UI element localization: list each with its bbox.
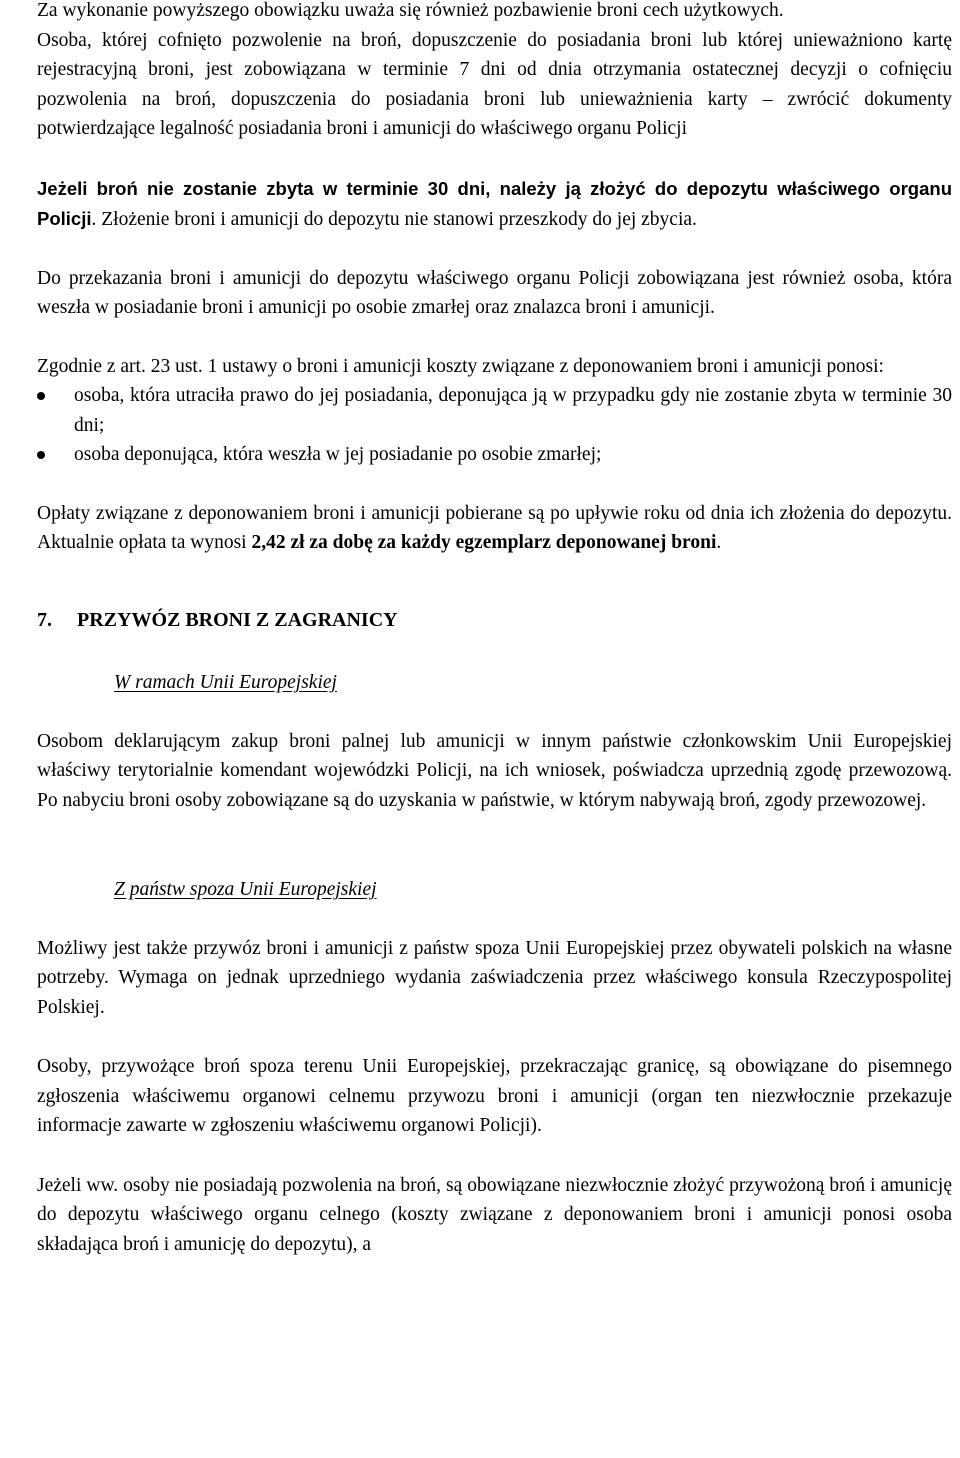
paragraph-non-eu-import: Możliwy jest także przywóz broni i amunicji z państw spoza Unii Europejskiej przez obywateli polskich na własne potrzeby. Wymaga on jednak uprzedniego wydania zaświadczenia przez właściwego konsula Rzeczypospolitej Polskiej. (37, 937, 952, 1018)
paragraph-disabling-weapons: Za wykonanie powyższego obowiązku uważa się również pozbawienie broni cech użytkowych. (37, 0, 784, 21)
list-item (37, 440, 952, 470)
paragraph-deceased-owner: Do przekazania broni i amunicji do depozytu właściwego organu Policji zobowiązana jest również osoba, która weszła w posiadanie broni i amunicji po osobie zmarłej oraz znalazca broni i amunicji. (37, 267, 952, 318)
bullet-text: osoba, która utraciła prawo do jej posiadania, deponująca ją w przypadku gdy nie zostanie zbyta w terminie 30 dni; (74, 385, 952, 436)
list-item (37, 381, 952, 440)
section-title: PRZYWÓZ BRONI Z ZAGRANICY (77, 608, 398, 631)
fees-amount-bold: 2,42 zł za dobę za każdy egzemplarz deponowanej broni (251, 532, 717, 553)
paragraph-costs-intro: Zgodnie z art. 23 ust. 1 ustawy o broni i amunicji koszty związane z deponowaniem broni i amunicji ponosi: (37, 355, 884, 377)
paragraph-revoked-permit: Osoba, której cofnięto pozwolenie na broń, dopuszczenie do posiadania broni lub której unieważniono kartę rejestracyjną broni, jest zobowiązana w terminie 7 dni od dnia otrzymania ostatecznej decyzji o cofnięciu pozwolenia na broń, dopuszczenia do posiadania broni lub unieważnienia karty – zwrócić dokumenty potwierdzające legalność posiadania broni i amunicji do właściwego organu Policji (37, 29, 952, 139)
subheading-eu: W ramach Unii Europejskiej (114, 672, 337, 693)
bullet-icon (37, 392, 45, 400)
paragraph-no-permit: Jeżeli ww. osoby nie posiadają pozwolenia na broń, są obowiązane niezwłocznie złożyć przywożoną broń i amunicję do depozytu właściwego organu celnego (koszty związane z deponowaniem broni i amunicji ponosi osoba składająca broń i amunicję do depozytu), a (37, 1174, 952, 1255)
fees-text: Opłaty związane z deponowaniem broni i amunicji pobierane są po upływie roku od dnia ich złożenia do depozytu. Aktualnie opłata ta wynosi (37, 502, 952, 553)
subheading-non-eu: Z państw spoza Unii Europejskiej (114, 879, 377, 900)
bullet-icon (37, 451, 45, 459)
paragraph-eu-transport: Osobom deklarującym zakup broni palnej lub amunicji w innym państwie członkowskim Unii Europejskiej właściwy terytorialnie komendant wojewódzki Policji, na ich wniosek, poświadcza uprzednią zgodę przewozową. Po nabyciu broni osoby zobowiązane są do uzyskania w państwie, w którym nabywają broń, zgody przewozowej. (37, 730, 952, 811)
deposit-requirement-rest: . Złożenie broni i amunicji do depozytu nie stanowi przeszkody do jej zbycia. (91, 209, 697, 230)
paragraph-deposit-requirement (37, 174, 952, 235)
costs-bullet-list (37, 381, 952, 470)
fees-end: . (716, 532, 722, 553)
section-number: 7. (37, 608, 52, 631)
paragraph-fees (37, 499, 952, 558)
bullet-text: osoba deponująca, która weszła w jej posiadanie po osobie zmarłej; (74, 444, 602, 465)
deposit-requirement-bold: Jeżeli broń nie zostanie zbyta w terminie 30 dni, należy ją złożyć do depozytu właściwego organu Policji (37, 177, 952, 229)
paragraph-customs-declaration: Osoby, przywożące broń spoza terenu Unii Europejskiej, przekraczając granicę, są obowiązane do pisemnego zgłoszenia właściwemu organowi celnemu przywozu broni i amunicji (organ ten niezwłocznie przekazuje informacje zawarte w zgłoszeniu właściwemu organowi Policji). (37, 1056, 952, 1136)
section-heading (37, 606, 952, 636)
